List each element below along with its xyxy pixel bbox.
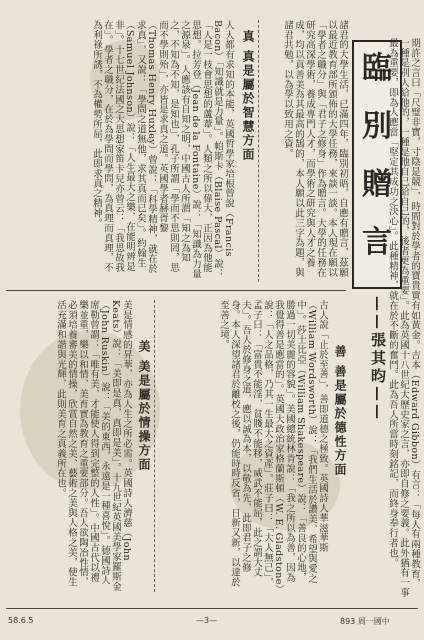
section-divider bbox=[6, 290, 346, 291]
title-char: 別 bbox=[362, 109, 392, 144]
article-author: ——張其昀—— bbox=[369, 296, 387, 422]
footer-rule bbox=[6, 608, 418, 609]
section-body-goodness: 古人說「止於至善」，善即道德之極致。英國詩人華滋華斯（William Wordsworth）說：「我們生活於讚美、希望與愛之中」。莎士比亞（William Shakespeare）說：「善良的心地，勝過一切美麗的容貌」。美國總統林肯說：「我之所以為善，因為我覺得善是應當的」。英國大政治家格蘭斯頓（W. E. Gladstone）說：「人之品格，乃其一生最大之資產」。莊子曰：「大人無己」，孟子曰：「富貴不能淫，貧賤不能移，威武不能屈，此之謂大丈夫」。吾人於修身之道，應以誠為本，以敬為先，此即君子之修身。本人深望諸君於離校之後，仍能時時反省，日新又新，以達於至善之境。 bbox=[218, 300, 328, 590]
title-char: 臨 bbox=[362, 51, 392, 86]
section-heading-beauty: 美 美是屬於情操方面 bbox=[137, 340, 151, 473]
section-heading-goodness: 善 善是屬於德性方面 bbox=[333, 345, 347, 478]
section-body-truth: 人人都有求知的本能，英國哲學家培根曾說（Francis Bacon）「知識就是力量」。帕斯卡（Blaise Pascal）說：「人是一枝會思想的蘆葦」。人類之所以偉大，正因為他能思想。拉芳登（Jean de la Fontaine）說：「知識為力量之源泉」。人應該有自知之明，中國古人所謂「知之為知之，不知為不知，是知也」，孔子所謂「學而不思則罔，思而不學則殆」，亦皆是求真之道。英國學者赫胥黎（Thomas Henry Huxley）曾說：「科學精神，就在於求真」，又說：「學問之道無他，求其真而已矣」。約翰生（Samuel Johnson）說：「人生最大之樂，在能明辨是非」。十七世紀法國之大思想家笛卡兒亦曾云：「我思故我在」。學者之職分，在於為學問而學問，為真理而真理，不為利祿所誘，不為權勢所屈，此即求真之精神。 bbox=[91, 20, 234, 279]
intro-paragraph: 諸君的大學生活，已滿四年，臨別初晤，自應有贈言，茲願以最近教育部所頒佈的大學任務，來談一談。本人現在願以「學者之職分」與「君子之修身」作為贈言。大學的任務在研究高深學術，養成專門人才，而學術之研究與人才之養成，均以真善美為其最高的鵠的，本人願以此三字為題，與諸君共勉，以為學以致用之資。 bbox=[282, 20, 348, 278]
column-divider bbox=[154, 300, 155, 592]
title-char: 言 bbox=[362, 225, 392, 260]
section-heading-truth: 真 真是屬於智慧方面 bbox=[241, 30, 255, 163]
issue-number: 893 周一國中 bbox=[340, 617, 390, 626]
text-column: 期許之言曰「尺璧非寶，寸陰是競」，時間對於學者的寶貴實有如黃金。吉本（Edward Gibbon）有言：「每人有兩種教育，一種是別人給他的，一種是他自己給自己的，後者更為重要」。此為英國十八世紀大歷史家之言，亦即自修之要義。此外猶有一事最為重要，即為人應當「堅定其成功之決心」。此種精神，就在於不斷的奮鬥。此為吾人所當時刻銘記，而終身奉行者也。 bbox=[387, 38, 420, 598]
column-divider bbox=[258, 20, 259, 282]
section-body-beauty: 美是情感的昇華，亦為人生之所必需。英國詩人濟慈（John Keats）說：「美即是真，真即是美」。十九世紀英國美學家羅斯金（John Ruskin）說：「美的東西，永遠是一種喜悅」。德國詩人席勒曾謂：「唯有美，才能使人得到完整的人性」。中國古代以禮樂並重，樂以和情，美育實為教育之重要部分。吾人欲陶冶性情，必須培養審美的情操，欣賞自然之美、藝術之美與人格之美，使生活充滿和諧與光輝，此則美育之真義所在也。 bbox=[55, 300, 132, 592]
issue-date: 58.6.5 bbox=[8, 616, 34, 625]
page-number: —3— bbox=[196, 616, 218, 625]
title-char: 贈 bbox=[362, 167, 392, 202]
